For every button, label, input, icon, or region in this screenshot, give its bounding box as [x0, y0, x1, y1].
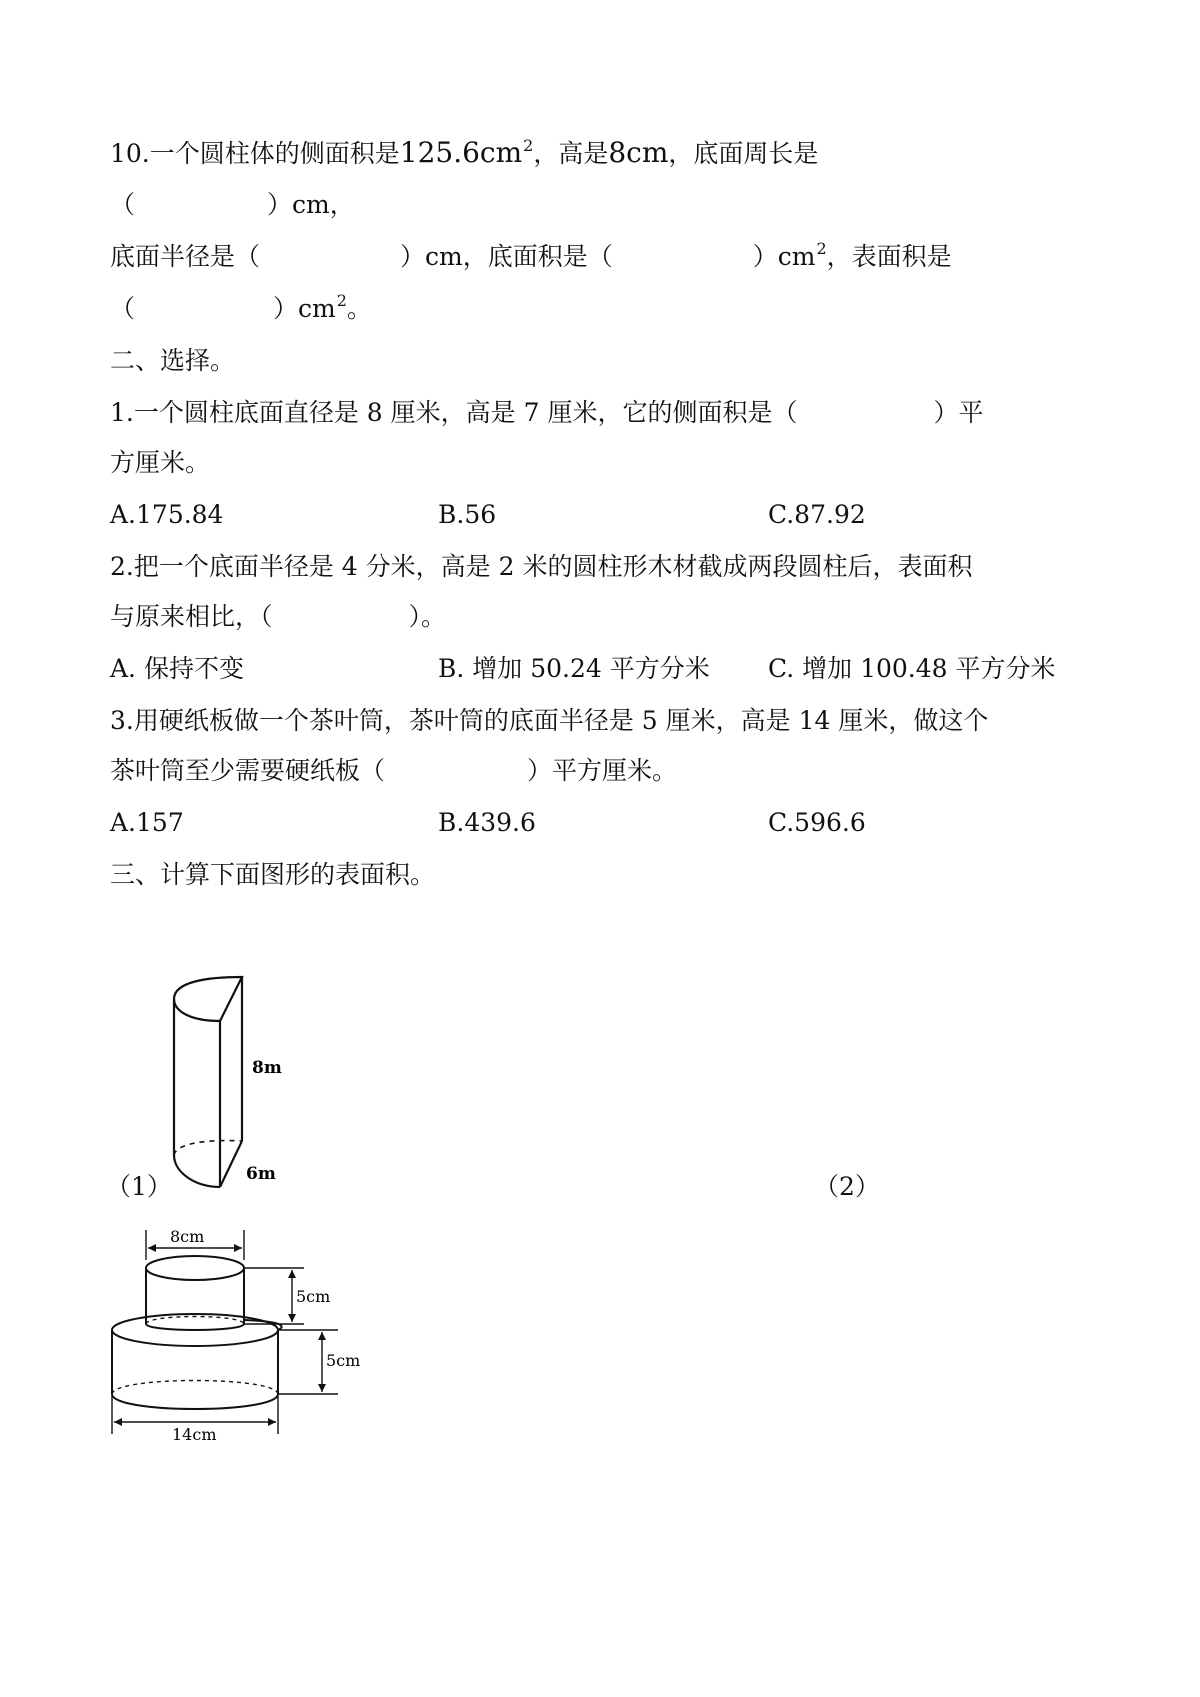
q10-line-1	[110, 136, 818, 174]
figure2-stacked-cylinders	[108, 1224, 368, 1444]
choice1-stem-line1	[110, 396, 983, 430]
q10-text-cm2: ）cm	[752, 242, 816, 271]
choice2-option-a[interactable]: A. 保持不变	[110, 654, 244, 683]
figure2-label: （2）	[814, 1172, 880, 1201]
q10-text-d: ，底面周长是	[668, 139, 819, 168]
figure1-half-cylinder	[160, 975, 310, 1195]
figure1-label: （1）	[106, 1172, 172, 1201]
q10-sup-3: 2	[336, 291, 347, 310]
q10-end: 。	[346, 294, 372, 323]
q10-line-2	[110, 188, 355, 222]
choice3-stem-close: ）平方厘米。	[527, 756, 678, 785]
q10-text-surface: ，表面积是	[826, 242, 952, 271]
q10-blank4-open: （	[110, 294, 136, 323]
choice2-stem-b: 与原来相比，（	[110, 602, 273, 631]
choice3-stem-a: 3.用硬纸板做一个茶叶筒，茶叶筒的底面半径是 5 厘米，高是 14 厘米，做这个	[110, 706, 989, 735]
choice1-option-c[interactable]: C.87.92	[768, 500, 866, 529]
section3-title: 三、计算下面图形的表面积。	[110, 860, 436, 889]
choice3-option-c[interactable]: C.596.6	[768, 808, 866, 837]
choice1-stem-close: ）平	[933, 398, 984, 427]
figure2-bottom-height-label: 5cm	[326, 1351, 361, 1370]
q10-height-value: 8cm	[608, 136, 669, 169]
q10-area-value: 125.6cm	[399, 136, 523, 169]
figure2-bottom-width-label: 14cm	[172, 1425, 217, 1444]
figure1-height-label: 8m	[252, 1058, 282, 1078]
q10-line-4	[110, 292, 372, 329]
choice2-stem-close: ）。	[408, 602, 447, 631]
q10-area-sup: 2	[523, 136, 534, 155]
choice3-option-b[interactable]: B.439.6	[438, 808, 536, 837]
choice3-stem-line2	[110, 754, 677, 788]
figure2-top-width-label: 8cm	[170, 1227, 205, 1246]
choice3-option-a[interactable]: A.157	[110, 808, 184, 837]
figure2-top-height-label: 5cm	[296, 1287, 331, 1306]
q10-blank1-open: （	[110, 190, 136, 219]
q10-line-3	[110, 240, 952, 277]
q10-text-basearea: ）cm，底面积是（	[400, 242, 613, 271]
q10-text-a: 10.一个圆柱体的侧面积是	[110, 139, 400, 168]
q10-blank4-close: ）cm	[273, 294, 336, 323]
figure1-diameter-label: 6m	[246, 1164, 276, 1184]
choice2-stem-a: 2.把一个底面半径是 4 分米，高是 2 米的圆柱形木材截成两段圆柱后，表面积	[110, 552, 973, 581]
choice1-stem-a: 1.一个圆柱底面直径是 8 厘米，高是 7 厘米，它的侧面积是（	[110, 398, 798, 427]
choice3-stem-b: 茶叶筒至少需要硬纸板（	[110, 756, 386, 785]
choice1-option-a[interactable]: A.175.84	[110, 500, 224, 529]
q10-blank1-close: ）cm，	[267, 190, 355, 219]
q10-text-b: ，高是	[533, 139, 609, 168]
q10-sup-2: 2	[816, 239, 827, 258]
q10-text-radius: 底面半径是（	[110, 242, 261, 271]
choice1-stem-b: 方厘米。	[110, 448, 211, 477]
section2-title: 二、选择。	[110, 346, 236, 375]
choice2-stem-line2	[110, 600, 446, 634]
choice1-option-b[interactable]: B.56	[438, 500, 497, 529]
choice2-option-c[interactable]: C. 增加 100.48 平方分米	[768, 654, 1056, 683]
choice2-option-b[interactable]: B. 增加 50.24 平方分米	[438, 654, 710, 683]
